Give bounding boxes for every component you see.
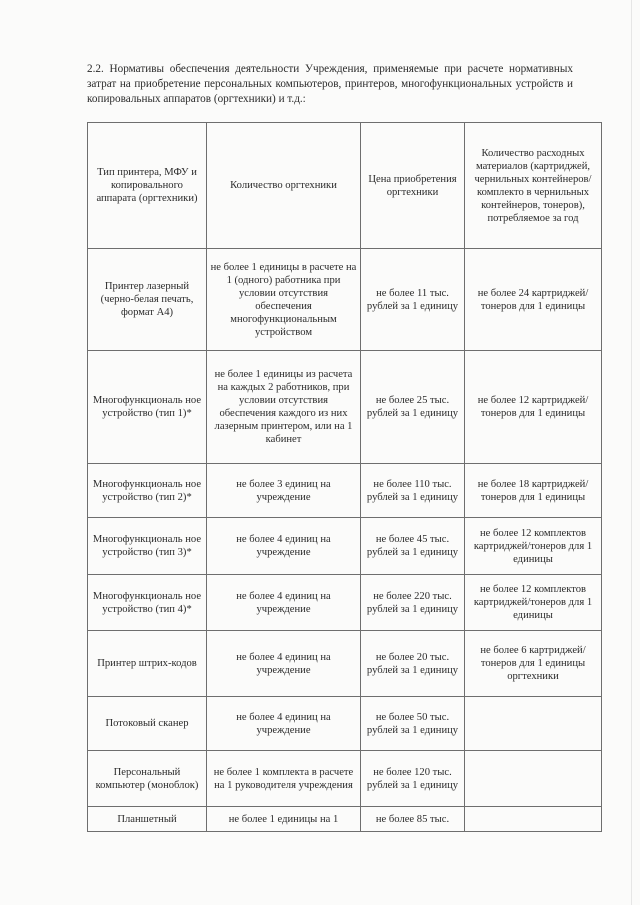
table-cell: Многофункциональ ное устройство (тип 4)* (88, 575, 207, 631)
table-row (88, 249, 602, 351)
table-cell: не более 45 тыс. рублей за 1 единицу (361, 518, 465, 575)
table-cell: не более 20 тыс. рублей за 1 единицу (361, 631, 465, 697)
table-cell: не более 4 единиц на учреждение (207, 518, 361, 575)
table-cell: не более 1 единицы на 1 (207, 807, 361, 832)
table-cell: Принтер штрих-кодов (88, 631, 207, 697)
table-cell: не более 3 единиц на учреждение (207, 464, 361, 518)
table-row (88, 518, 602, 575)
table-cell: Планшетный (88, 807, 207, 832)
table-row (88, 631, 602, 697)
table-row (88, 575, 602, 631)
table-cell: не более 24 картриджей/тонеров для 1 единицы (465, 249, 602, 351)
intro-paragraph: 2.2. Нормативы обеспечения деятельности Учреждения, применяемые при расчете нормативных затрат на приобретение персональных компьютеров, принтеров, многофункциональных устройств и копировальных аппаратов (оргтехники) и т.д.: (87, 63, 573, 105)
table-cell: не более 12 комплектов картриджей/тонеров для 1 единицы (465, 518, 602, 575)
table-row (88, 807, 602, 832)
table-cell: не более 110 тыс. рублей за 1 единицу (361, 464, 465, 518)
table-header-row (88, 123, 602, 249)
table-row (88, 351, 602, 464)
table-cell: не более 4 единиц на учреждение (207, 575, 361, 631)
table-cell: Принтер лазерный (черно-белая печать, формат А4) (88, 249, 207, 351)
table-cell: не более 11 тыс. рублей за 1 единицу (361, 249, 465, 351)
table-cell: не более 12 комплектов картриджей/тонеров для 1 единицы (465, 575, 602, 631)
table-cell: Многофункциональ ное устройство (тип 1)* (88, 351, 207, 464)
table-cell: Многофункциональ ное устройство (тип 2)* (88, 464, 207, 518)
table-cell: Персональный компьютер (моноблок) (88, 751, 207, 807)
table-cell: не более 1 единицы из расчета на каждых 2 работников, при условии отсутствия обеспечения каждого из них лазерным принтером, или на 1 кабинет (207, 351, 361, 464)
table-cell (465, 807, 602, 832)
table-cell: Потоковый сканер (88, 697, 207, 751)
table-row (88, 464, 602, 518)
header-cell: Тип принтера, МФУ и копировального аппарата (оргтехники) (88, 123, 207, 249)
table-row (88, 751, 602, 807)
table-row (88, 697, 602, 751)
table-cell: не более 85 тыс. (361, 807, 465, 832)
table-cell (465, 751, 602, 807)
table-cell: не более 6 картриджей/тонеров для 1 единицы оргтехники (465, 631, 602, 697)
table-cell: не более 120 тыс. рублей за 1 единицу (361, 751, 465, 807)
table-cell: не более 4 единиц на учреждение (207, 631, 361, 697)
table-cell: не более 18 картриджей/тонеров для 1 единицы (465, 464, 602, 518)
table-cell: Многофункциональ ное устройство (тип 3)* (88, 518, 207, 575)
table-cell: не более 50 тыс. рублей за 1 единицу (361, 697, 465, 751)
table-cell: не более 4 единиц на учреждение (207, 697, 361, 751)
header-cell: Количество оргтехники (207, 123, 361, 249)
norms-table (87, 122, 602, 832)
table-cell: не более 220 тыс. рублей за 1 единицу (361, 575, 465, 631)
table-cell: не более 12 картриджей/тонеров для 1 единицы (465, 351, 602, 464)
page-edge (631, 0, 632, 905)
header-cell: Количество расходных материалов (картриджей, чернильных контейнеров/комплекто в чернильных контейнеров, тонеров), потребляемое за год (465, 123, 602, 249)
header-cell: Цена приобретения оргтехники (361, 123, 465, 249)
table-cell (465, 697, 602, 751)
table-cell: не более 1 комплекта в расчете на 1 руководителя учреждения (207, 751, 361, 807)
table-cell: не более 1 единицы в расчете на 1 (одного) работника при условии отсутствия обеспечения многофункциональным устройством (207, 249, 361, 351)
table-cell: не более 25 тыс. рублей за 1 единицу (361, 351, 465, 464)
